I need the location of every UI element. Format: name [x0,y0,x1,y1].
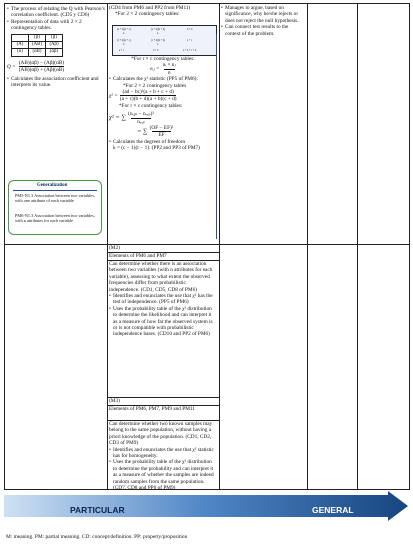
df-formula: k = (c − 1)(r − 1). (PP2 and PP3 of PM7) [113,145,200,152]
table-cell [12,34,29,41]
formula-lhs: χ² = ∑ [109,113,127,121]
connector-line [216,34,217,239]
col3-bullet-1: • Manages to argue, based on significance, why he/she rejects or does not reject the null hypothesis. [221,5,305,24]
mini-text: b + d [153,49,159,52]
expected-table-image [112,25,217,56]
m2-text: Can determine whether there is an association between two variables (with n attributes for each variable), assessing to what extent the observed frequencies differ from probabilistic independence. (CD1, CD5, CD8 of PM6) [109,261,213,293]
table-cell: (A) [12,42,29,49]
table-cell: (AB) [29,42,46,49]
formula-lhs: eᵢⱼ = [150,66,160,73]
column-divider [307,4,308,489]
generalization-box [8,180,102,235]
fraction [128,111,154,125]
mini-text: n [123,43,125,46]
numerator: nᵢ × nⱼ [162,62,176,69]
m2-heading: (M2) [109,245,120,251]
column-divider [357,4,358,489]
legend: M: meaning. PM: partial meaning. CD: concept/definition. PP: property/proposition [6,534,188,540]
chi-rxc-formula-2 [137,125,217,139]
formula-lhs: Q = [7,63,16,70]
chi-2x2-heading: *For 2 × 2 contingency tables [123,82,187,89]
m3-heading: (M3) [109,398,120,404]
numerator: (nₒᵦₛ − nₑₓₚ)² [128,111,154,118]
table-cell: (ᾱ) [12,49,29,56]
m3-content [109,421,217,491]
2x2-heading: *For 2 × 2 contingency tables: [115,11,180,18]
eij-formula [109,62,217,76]
mini-text: (a + b)(a + c) [117,28,131,31]
mini-text: n [157,43,159,46]
generalization-title: Generalization [37,183,68,188]
numerator: (ad − bc)²(a + b + c + d) [122,89,174,96]
fraction [150,125,174,139]
table-cell: (β) [29,34,46,41]
mini-text: a + c [187,39,193,42]
chi-item: • Calculates the χ² statistic (PP5 of PM6): [109,76,217,82]
denominator: nₑₓₚ [131,118,151,125]
fraction [120,89,177,103]
denominator: n [164,69,175,76]
rxc-heading: *For r × c contingency tables: [131,56,195,62]
column-2-bottom [107,244,220,492]
m3-bullet-2: • Uses the probability table of the χ² distribution to determine the probability and can interpret it as a measure of whether the samples are indeed random samples from the same population. (CD7, CD8 and PP6 of PM9) [109,459,217,491]
m2-bullet-1: • Identifies and enunciates the use that χ² has the test of independence. (PP5 of PM6) [109,293,217,306]
m2-content [109,261,217,338]
mini-text: n [123,32,125,35]
particular-label: PARTICULAR [70,505,125,515]
item-2x2-representation: • Representation of data with 2 × 2 contingency tables. [7,19,105,32]
generalization-text-2: PM6-N1.3 Association between two variables, with n attributes for each variable [15,213,95,223]
column-2-top [109,5,217,18]
mini-text: (a + b)(b + d) [151,28,166,31]
table-cell: (β̄) [46,34,63,41]
numerator: (AB)(αβ) − (Aβ)(αB) [18,59,65,66]
formula-lhs: = ∑ [137,127,148,135]
item-q-pearson: • The process of relating the Q with Pearson’s correlation coefficient. (CD5 y CD6) [7,6,105,19]
df-item: • Calculates the degrees of freedom [109,139,217,145]
general-label: GENERAL [312,505,354,515]
col3-bullet-2: • Can connect test results to the context of the problem. [221,24,305,37]
table-cell: (ᾱβ̄) [46,49,63,56]
mini-text: (c + d)(b + d) [151,39,166,42]
m3-elements: Elements of PM6, PM7, PM9 and PM11 [109,406,196,412]
table-cell: (ᾱB) [29,49,46,56]
contingency-table [11,34,63,57]
m2-elements: Elements of PM6 and PM7 [109,253,167,259]
table-cell: (Aβ̄) [46,42,63,49]
mini-text: a + b + c + d [183,49,197,52]
denominator: (a + c)(b + d)(a + b)(c + d) [119,96,177,103]
chi-rxc-heading: *For r × c contingency tables: [119,102,183,109]
denominator: (AB)(αβ) + (Aβ)(αB) [18,67,65,74]
numerator: (OF − EF)² [149,125,174,132]
generalization-text-1: PM5-N1.3 Association between two variables, with one attribute of each variable [15,193,95,203]
mini-text: n [157,32,159,35]
q-formula [7,60,105,74]
m2-bullet-2: • Uses the probability table of the χ² distribution to determine the likelihood and can interpret it as a measure of how far the observed system is or is not compatible with probabilistic independence bases. (CD10 and PP2 of PM6) [109,306,217,338]
fraction [163,62,176,76]
mini-text: (c + d)(a + c) [117,39,131,42]
generalization-underline [13,190,97,191]
fraction [19,60,64,74]
chi-rxc-formula-1 [109,111,217,125]
mini-text: a + c [119,49,125,52]
denominator: EF [152,131,170,138]
column-1 [7,6,105,88]
content-table [4,3,410,490]
column-3 [221,5,305,37]
item-association-coefficient: • Calculates the association coefficient and interprets its value. [7,76,105,89]
chi-2x2-formula [109,89,217,103]
top-reference: (CD4 from PM6 and PP2 from PM11) [109,5,191,11]
column-2-formulas [109,56,217,152]
formula-lhs: χ² = [109,92,118,99]
m3-bullet-1: • Identifies and enunciates the use that χ² statistic has for homogeneity. [109,447,217,460]
m3-text: Can determine whether two known samples may belong to the same population, without having a priori knowledge of the population. (CD1, CD2, CD3 of PM9) [109,421,213,447]
mini-text: b + d [187,28,193,31]
